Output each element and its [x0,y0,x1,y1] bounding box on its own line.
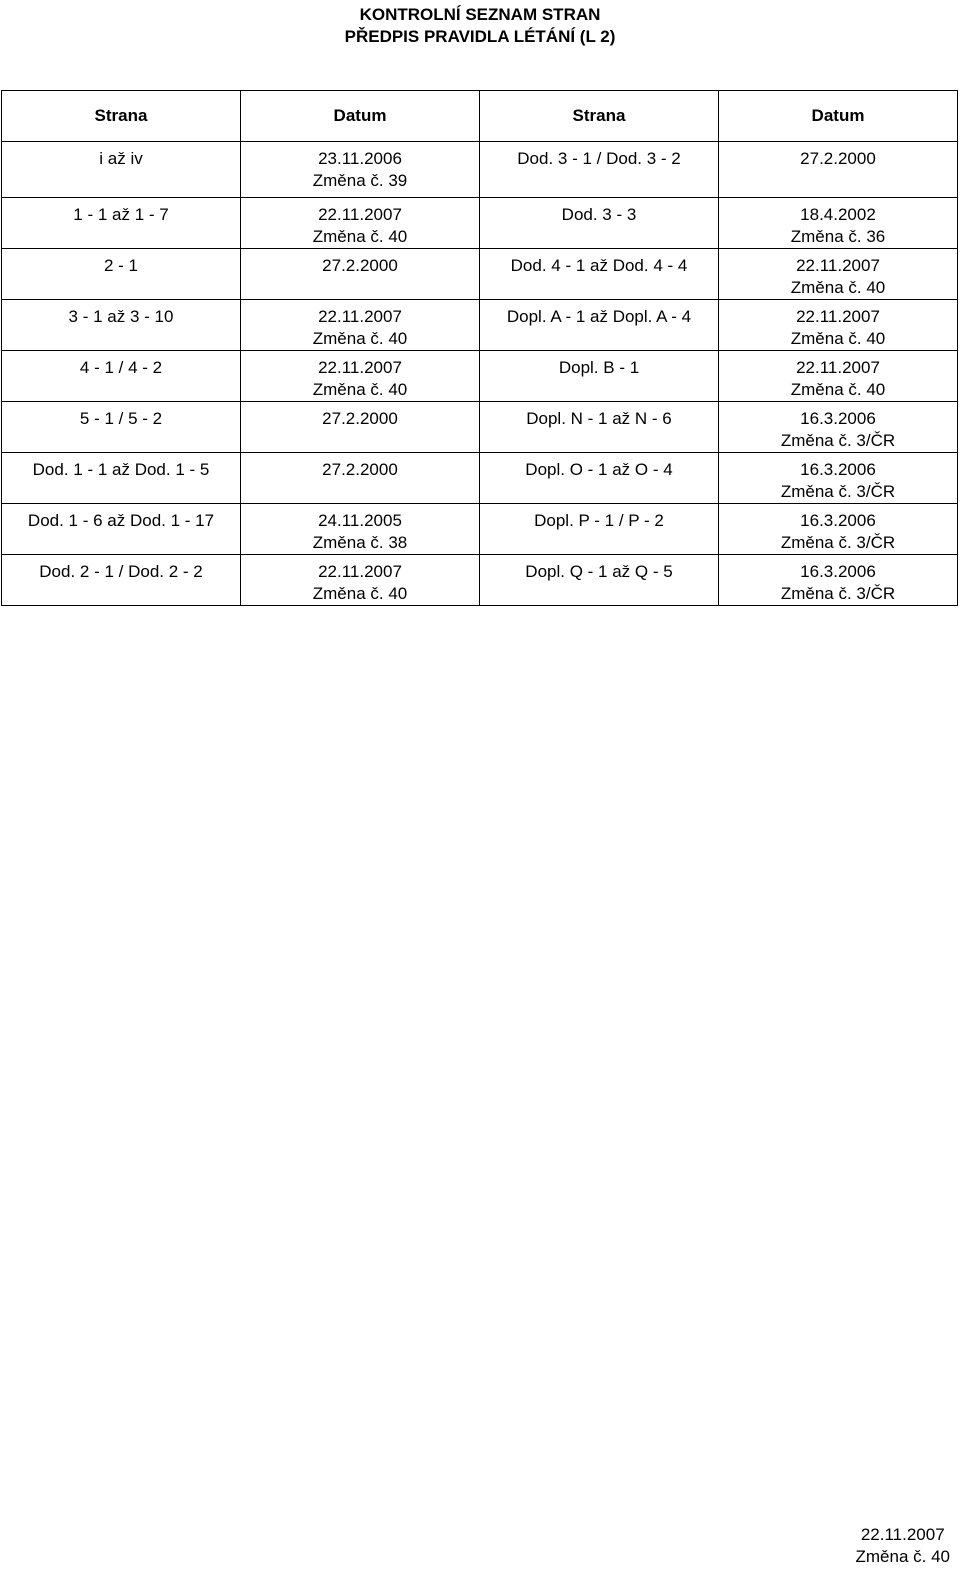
column-header-date-left: Datum [241,91,480,142]
table-row [2,249,958,300]
left-page-text: 2 - 1 [103,256,139,275]
left-date-text: 23.11.2006 [318,149,402,168]
left-date-text: 24.11.2005 [318,511,402,530]
cell-date-left [241,504,480,555]
right-page-text: Dod. 3 - 3 [561,205,637,224]
cell-date-right [719,351,958,402]
table-row [2,453,958,504]
left-page-text: Dod. 1 - 6 až Dod. 1 - 17 [27,511,215,530]
table-row [2,198,958,249]
right-change-text: Změna č. 3/ČR [780,431,896,450]
right-page-text: Dopl. O - 1 až O - 4 [525,460,673,479]
cell-date-right [719,402,958,453]
right-change-text: Změna č. 3/ČR [780,584,896,603]
table-row [2,351,958,402]
cell-date-right [719,555,958,606]
left-change-text: Změna č. 40 [312,227,408,246]
left-change-text: Změna č. 40 [312,380,408,399]
cell-page-right [480,300,719,351]
left-page-text: 4 - 1 / 4 - 2 [79,358,163,377]
cell-page-left [2,249,241,300]
right-page-text: Dopl. B - 1 [558,358,640,377]
cell-date-left [241,142,480,198]
column-header-page-right: Strana [480,91,719,142]
left-date-text: 22.11.2007 [318,205,402,224]
cell-page-right [480,249,719,300]
cell-date-left [241,249,480,300]
cell-page-right [480,198,719,249]
column-header-date-right: Datum [719,91,958,142]
left-change-text: Změna č. 38 [312,533,408,552]
cell-date-left [241,198,480,249]
cell-page-left [2,198,241,249]
cell-date-left [241,300,480,351]
table-header-row [2,91,958,142]
page-footer [856,1524,951,1568]
left-page-text: Dod. 1 - 1 až Dod. 1 - 5 [32,460,210,479]
cell-date-right [719,453,958,504]
cell-page-left [2,504,241,555]
document-header [0,4,960,48]
cell-page-left [2,300,241,351]
page-checklist-table [1,90,958,606]
left-page-text: 3 - 1 až 3 - 10 [68,307,174,326]
cell-date-left [241,351,480,402]
footer-date: 22.11.2007 [860,1525,945,1544]
right-date-text: 16.3.2006 [800,409,876,428]
left-date-text: 27.2.2000 [322,409,398,428]
cell-page-left [2,142,241,198]
cell-page-right [480,453,719,504]
left-page-text: Dod. 2 - 1 / Dod. 2 - 2 [39,562,203,581]
cell-date-left [241,453,480,504]
footer-change: Změna č. 40 [855,1547,950,1566]
cell-date-left [241,402,480,453]
table-row [2,402,958,453]
cell-date-right [719,504,958,555]
table-row [2,504,958,555]
table-body [2,142,958,606]
right-change-text: Změna č. 40 [790,278,886,297]
right-date-text: 16.3.2006 [800,460,876,479]
right-change-text: Změna č. 40 [790,329,886,348]
right-change-text: Změna č. 3/ČR [780,533,896,552]
cell-date-right [719,142,958,198]
cell-page-left [2,555,241,606]
column-header-page-left: Strana [2,91,241,142]
cell-page-right [480,142,719,198]
cell-date-right [719,249,958,300]
cell-date-left [241,555,480,606]
right-change-text: Změna č. 3/ČR [780,482,896,501]
right-date-text: 18.4.2002 [800,205,876,224]
left-page-text: 1 - 1 až 1 - 7 [73,205,169,224]
left-change-text: Změna č. 39 [312,171,408,190]
cell-date-right [719,300,958,351]
right-page-text: Dopl. A - 1 až Dopl. A - 4 [506,307,692,326]
cell-date-right [719,198,958,249]
right-change-text: Změna č. 40 [790,380,886,399]
left-date-text: 22.11.2007 [318,307,402,326]
cell-page-right [480,351,719,402]
right-change-text: Změna č. 36 [790,227,886,246]
table-row [2,142,958,198]
cell-page-right [480,555,719,606]
table-row [2,300,958,351]
table-row [2,555,958,606]
cell-page-right [480,402,719,453]
right-date-text: 27.2.2000 [800,149,876,168]
right-date-text: 22.11.2007 [796,307,880,326]
right-page-text: Dopl. P - 1 / P - 2 [534,511,664,530]
left-date-text: 22.11.2007 [318,358,402,377]
left-date-text: 22.11.2007 [318,562,402,581]
right-page-text: Dod. 3 - 1 / Dod. 3 - 2 [517,149,681,168]
right-page-text: Dopl. N - 1 až N - 6 [526,409,672,428]
right-date-text: 16.3.2006 [800,511,876,530]
left-date-text: 27.2.2000 [322,460,398,479]
document-subtitle: PŘEDPIS PRAVIDLA LÉTÁNÍ (L 2) [344,27,616,46]
right-date-text: 22.11.2007 [796,358,880,377]
left-change-text: Změna č. 40 [312,329,408,348]
cell-page-right [480,504,719,555]
cell-page-left [2,453,241,504]
right-date-text: 22.11.2007 [796,256,880,275]
cell-page-left [2,402,241,453]
left-change-text: Změna č. 40 [312,584,408,603]
left-date-text: 27.2.2000 [322,256,398,275]
document-title: KONTROLNÍ SEZNAM STRAN [359,5,601,24]
left-page-text: 5 - 1 / 5 - 2 [79,409,163,428]
right-page-text: Dopl. Q - 1 až Q - 5 [525,562,673,581]
cell-page-left [2,351,241,402]
right-date-text: 16.3.2006 [800,562,876,581]
right-page-text: Dod. 4 - 1 až Dod. 4 - 4 [510,256,688,275]
left-page-text: i až iv [99,149,143,168]
